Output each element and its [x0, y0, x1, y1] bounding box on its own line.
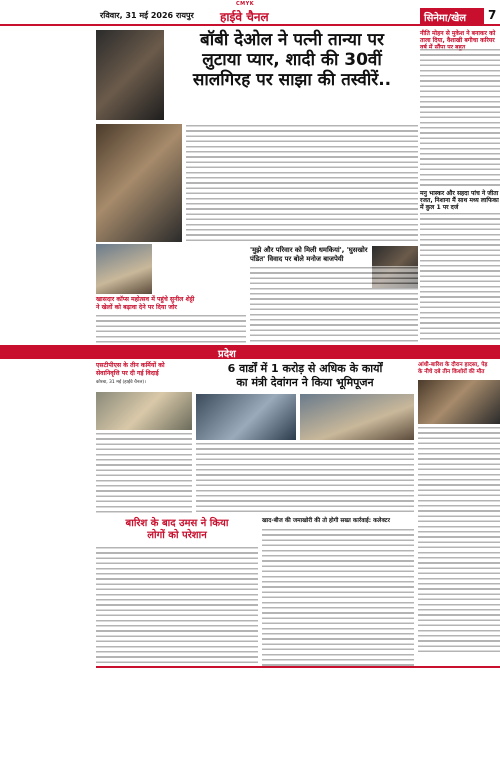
suniel-headline-line1: खासदार कॉप्स महोत्सव में पहुंचे सुनील शेट्टी [96, 296, 195, 303]
dewangan-headline-line1: 6 वार्डों में 1 करोड़ से अधिक के कार्यों [227, 362, 383, 375]
farewell-photo [96, 392, 192, 430]
section-label: सिनेमा/खेल [420, 8, 484, 25]
accident-body [418, 426, 500, 656]
right-mid-story [420, 190, 500, 211]
pradesh-section-label: प्रदेश [218, 349, 236, 360]
manoj-headline-line1: 'मुझे और परिवार को मिली धमकियां', 'घुसखोर [250, 246, 368, 254]
right-top-body [420, 48, 500, 188]
farewell-headline-line2: सेवानिवृत्ति पर दी गई विदाई [96, 369, 159, 377]
rain-headline-line1: बारिश के बाद उमस ने किया [125, 518, 229, 529]
right-mid-body [420, 212, 500, 342]
bobby-headline [166, 30, 418, 90]
accident-headline-block [418, 362, 500, 376]
manoj-headline-line2: पंडित' विवाद पर बोले मनोज बाजपेयी [250, 254, 344, 263]
masthead [0, 8, 500, 26]
dewangan-photo-right [300, 394, 414, 440]
masthead-logo: हाईवे चैनल [220, 10, 269, 24]
rain-headline-block [96, 518, 258, 542]
suniel-headline-block [96, 296, 246, 312]
bobby-headline-line2: लुटाया प्यार, शादी की 30वीं [202, 50, 382, 70]
bottom-rule [96, 666, 500, 668]
bobby-couple-photo [96, 124, 182, 242]
suniel-headline-line2: ने खेलों को बढ़ावा देने पर दिया जोर [96, 304, 177, 311]
bobby-body-text [186, 124, 418, 242]
manoj-body [250, 266, 418, 344]
dewangan-headline-line2: का मंत्री देवांगन ने किया भूमिपूजन [236, 376, 374, 389]
rain-body [96, 546, 258, 666]
collector-headline: खाद-बीज की जमाखोरी की तो होगी सख्त कार्रवाई: कलेक्टर [262, 518, 390, 524]
masthead-city: रायपुर [176, 11, 194, 20]
collector-headline-block [262, 518, 414, 526]
right-top-headline: नीति मोहन से मुकेश ने बनाकर को ताला दिया, वैशाखी बगीचा करियर [420, 30, 496, 44]
suniel-photo [96, 244, 152, 294]
farewell-headline-block [96, 362, 192, 385]
farewell-body [96, 432, 192, 516]
pradesh-section-band [0, 345, 500, 359]
page-number: 7 [488, 8, 497, 22]
suniel-body [96, 314, 246, 344]
cmyk-mark: CMYK [236, 1, 255, 7]
dewangan-photo-left [196, 394, 296, 440]
farewell-dateline: कोरबा, 31 मई (हाईवे चैनल)। [96, 379, 146, 385]
rain-headline-line2: लोगों को परेशान [147, 530, 207, 541]
accident-headline-line1: आंधी-बारिश के दौरान हादसा, पेड़ [418, 362, 488, 368]
masthead-date: रविवार, 31 मई 2026 [100, 11, 174, 20]
collector-body [262, 528, 414, 666]
bobby-deol-photo [96, 30, 164, 120]
right-mid-headline: मनु भास्कर और सहदा पांच ने जीता रजत, निशाना मैं साथ मध्य लाफिका में कुल 1 पर दर्ज [420, 190, 499, 211]
dewangan-body [196, 442, 414, 516]
accident-headline-line2: के नीचे दबे तीन किशोरों की मौत [418, 369, 485, 375]
dewangan-headline-block [196, 362, 414, 390]
bobby-headline-line1: बॉबी देओल ने पत्नी तान्या पर [200, 30, 384, 50]
farewell-headline-line1: एसटीपीएस के तीन कर्मियों को [96, 362, 165, 369]
bobby-headline-line3: सालगिरह पर साझा की तस्वीरें.. [192, 70, 392, 90]
accident-photo [418, 380, 500, 424]
